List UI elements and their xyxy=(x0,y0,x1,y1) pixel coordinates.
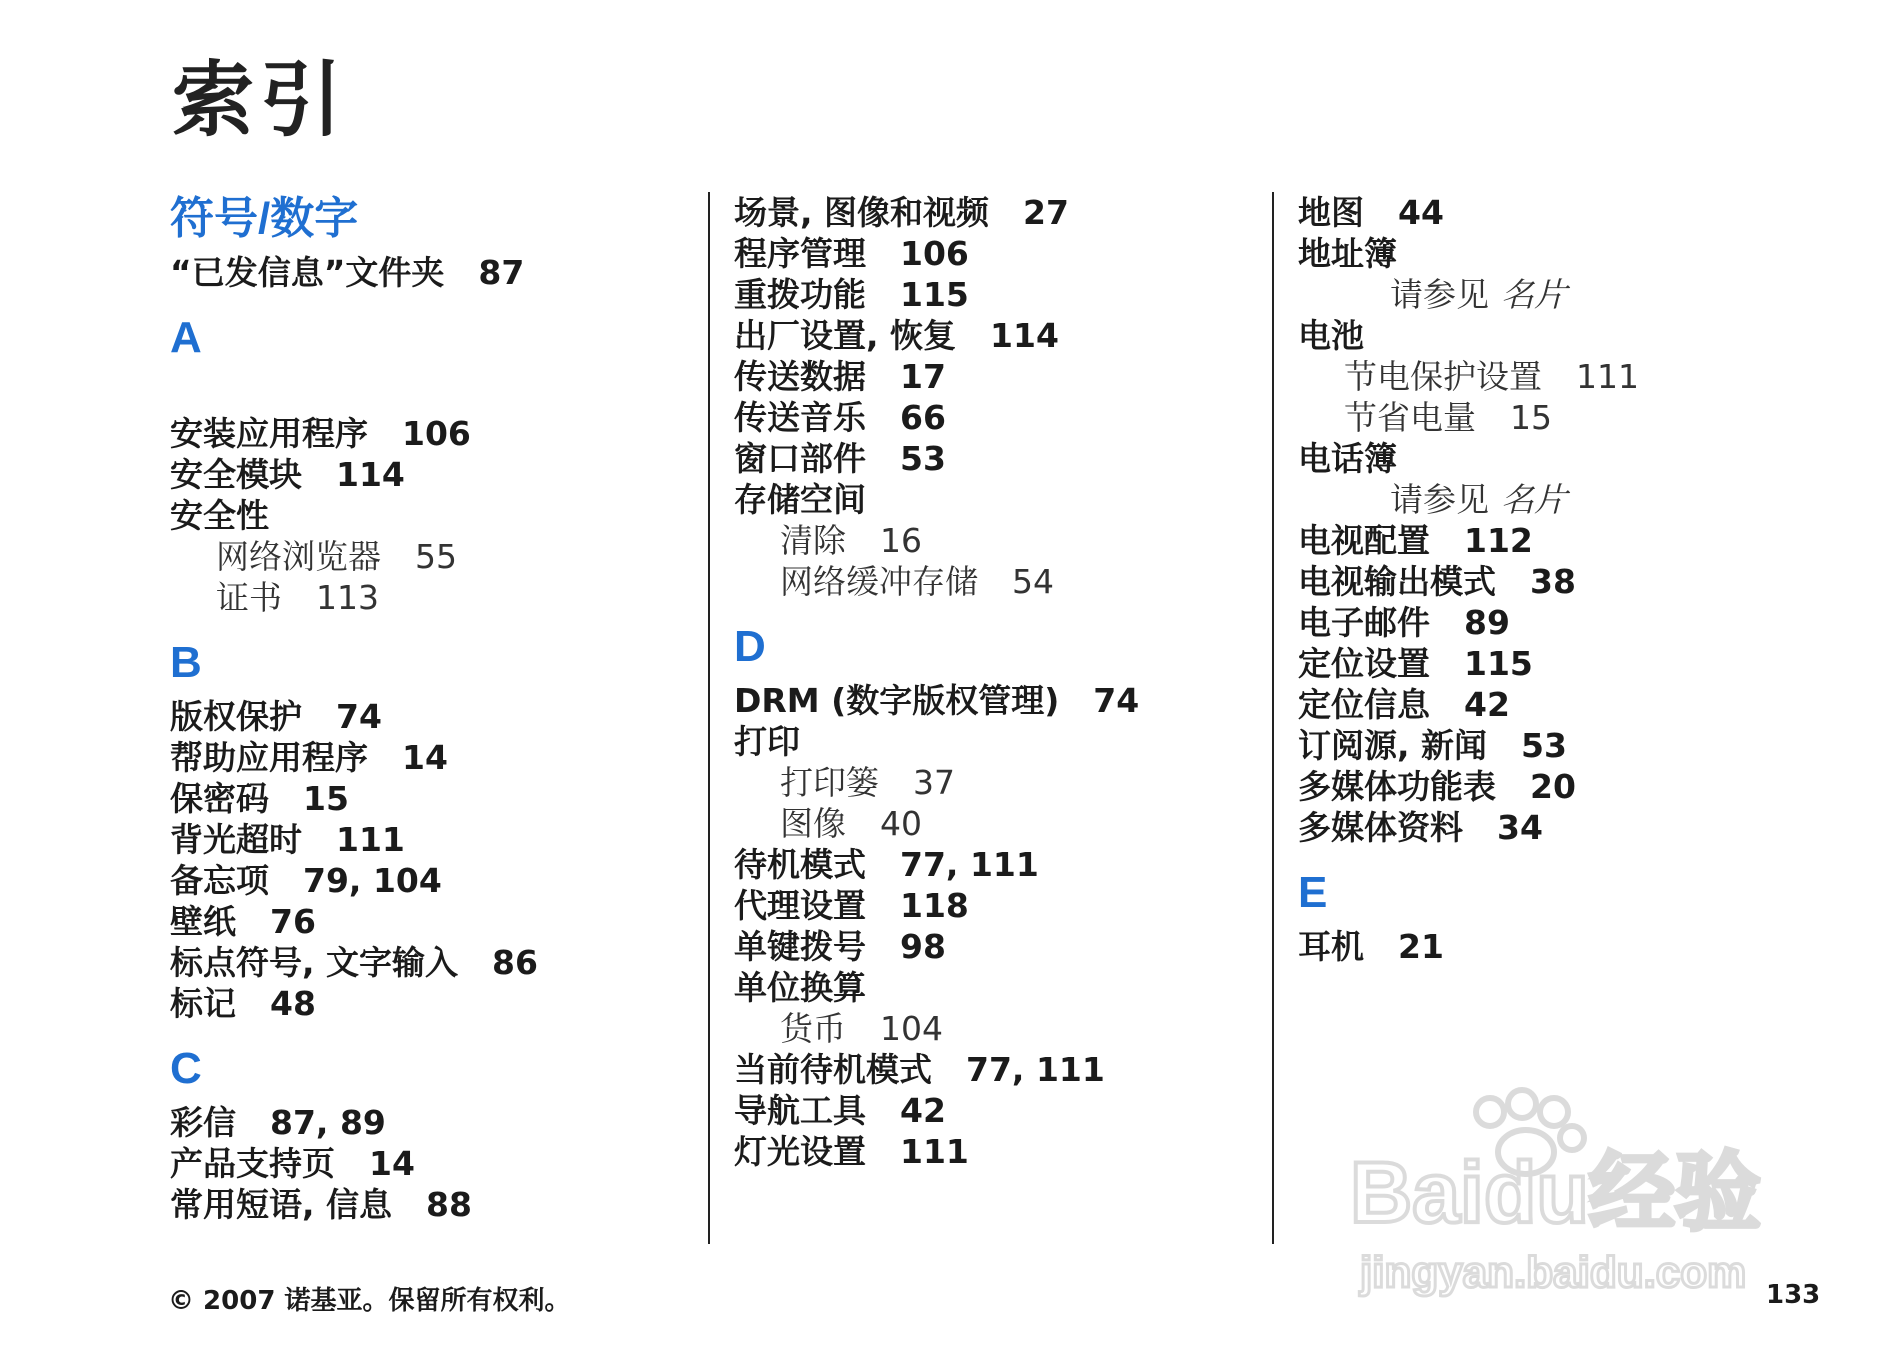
entry-page-number: 77, 111 xyxy=(900,845,1039,884)
index-entry xyxy=(1298,725,1818,766)
entry-page-number: 66 xyxy=(900,398,946,437)
index-entry xyxy=(734,1049,1254,1090)
page-title: 索引 xyxy=(172,53,349,148)
entry-term: 打印 xyxy=(734,722,800,761)
section-heading: D xyxy=(734,622,766,671)
section-heading: A xyxy=(170,313,202,362)
index-subentry xyxy=(734,561,1254,602)
entry-page-number: 14 xyxy=(402,738,448,777)
entry-term: 背光超时 xyxy=(170,820,302,859)
entry-page-number: 115 xyxy=(1464,644,1533,683)
index-subentry xyxy=(170,536,690,577)
index-entry xyxy=(734,315,1254,356)
entry-term: 图像 xyxy=(780,804,846,843)
entry-page-number: 15 xyxy=(1510,398,1552,437)
entry-term: 程序管理 xyxy=(734,234,866,273)
index-entry xyxy=(1298,315,1818,356)
index-entry xyxy=(734,397,1254,438)
entry-term: 节省电量 xyxy=(1344,398,1476,437)
entry-term: 当前待机模式 xyxy=(734,1050,932,1089)
entry-page-number: 74 xyxy=(336,697,382,736)
entry-page-number: 16 xyxy=(880,521,922,560)
see-also-label: 请参见 xyxy=(1390,480,1489,519)
entry-term: 保密码 xyxy=(170,779,269,818)
entry-term: 传送数据 xyxy=(734,357,866,396)
index-entry xyxy=(1298,233,1818,274)
index-entry xyxy=(1298,926,1818,967)
index-subentry xyxy=(1298,397,1818,438)
index-subentry xyxy=(734,803,1254,844)
baidu-watermark-logo xyxy=(1340,1082,1820,1302)
entry-term: 网络缓冲存储 xyxy=(780,562,978,601)
index-entry xyxy=(170,983,690,1024)
entry-page-number: 38 xyxy=(1530,562,1576,601)
entry-page-number: 104 xyxy=(880,1009,943,1048)
section-heading: C xyxy=(170,1044,202,1093)
section-heading: B xyxy=(170,638,202,687)
index-subentry xyxy=(734,520,1254,561)
index-entry xyxy=(734,438,1254,479)
entry-term: 安装应用程序 xyxy=(170,414,368,453)
entry-page-number: 53 xyxy=(1521,726,1567,765)
index-entry xyxy=(734,967,1254,1008)
index-subentry xyxy=(734,1008,1254,1049)
index-entry xyxy=(734,721,1254,762)
entry-term: 地址簿 xyxy=(1298,234,1397,273)
entry-page-number: 111 xyxy=(1576,357,1639,396)
entry-term: 常用短语, 信息 xyxy=(170,1185,393,1224)
index-entry xyxy=(734,233,1254,274)
watermark-brand: Baidu经验 xyxy=(1350,1145,1761,1241)
entry-page-number: 113 xyxy=(316,578,379,617)
entry-term: 定位信息 xyxy=(1298,685,1430,724)
index-entry xyxy=(734,680,1254,721)
index-entry xyxy=(734,479,1254,520)
entry-term: 安全模块 xyxy=(170,455,302,494)
entry-page-number: 118 xyxy=(900,886,969,925)
entry-page-number: 98 xyxy=(900,927,946,966)
index-entry xyxy=(1298,561,1818,602)
index-entry xyxy=(1298,766,1818,807)
entry-term: 电话簿 xyxy=(1298,439,1397,478)
entry-page-number: 17 xyxy=(900,357,946,396)
entry-term: 灯光设置 xyxy=(734,1132,866,1171)
entry-term: 壁纸 xyxy=(170,902,236,941)
entry-term: 安全性 xyxy=(170,496,269,535)
index-entry xyxy=(170,495,690,536)
entry-term: 多媒体资料 xyxy=(1298,808,1463,847)
index-entry xyxy=(170,819,690,860)
index-entry xyxy=(170,1184,690,1225)
entry-page-number: 106 xyxy=(402,414,471,453)
index-entry xyxy=(170,737,690,778)
entry-term: 产品支持页 xyxy=(170,1144,335,1183)
column-divider xyxy=(708,192,710,1244)
entry-term: DRM (数字版权管理) xyxy=(734,681,1060,720)
index-entry xyxy=(734,192,1254,233)
index-entry xyxy=(1298,684,1818,725)
entry-page-number: 114 xyxy=(336,455,405,494)
entry-page-number: 34 xyxy=(1497,808,1543,847)
entry-page-number: 88 xyxy=(426,1185,472,1224)
entry-page-number: 15 xyxy=(303,779,349,818)
entry-term: 电池 xyxy=(1298,316,1364,355)
index-subentry xyxy=(734,762,1254,803)
entry-page-number: 114 xyxy=(990,316,1059,355)
see-also-reference xyxy=(1298,479,1818,520)
index-entry xyxy=(734,926,1254,967)
entry-term: 电视输出模式 xyxy=(1298,562,1496,601)
index-entry xyxy=(170,696,690,737)
entry-term: 传送音乐 xyxy=(734,398,866,437)
entry-page-number: 106 xyxy=(900,234,969,273)
entry-term: 出厂设置, 恢复 xyxy=(734,316,957,355)
entry-page-number: 115 xyxy=(900,275,969,314)
index-entry xyxy=(734,1131,1254,1172)
index-entry xyxy=(734,1090,1254,1131)
entry-page-number: 48 xyxy=(270,984,316,1023)
index-entry xyxy=(170,1143,690,1184)
entry-page-number: 87 xyxy=(478,253,525,292)
entry-term: 订阅源, 新闻 xyxy=(1298,726,1488,765)
page-number: 133 xyxy=(1766,1280,1821,1310)
index-entry xyxy=(170,252,690,293)
entry-term: 彩信 xyxy=(170,1103,236,1142)
index-column-1 xyxy=(170,192,690,1225)
entry-term: 货币 xyxy=(780,1009,846,1048)
section-heading: E xyxy=(1298,868,1328,917)
index-entry xyxy=(1298,438,1818,479)
entry-page-number: 89 xyxy=(1464,603,1510,642)
entry-term: 定位设置 xyxy=(1298,644,1430,683)
entry-page-number: 20 xyxy=(1530,767,1576,806)
index-entry xyxy=(1298,602,1818,643)
index-entry xyxy=(734,356,1254,397)
entry-page-number: 86 xyxy=(492,943,538,982)
index-column-2 xyxy=(734,192,1254,1172)
entry-page-number: 87, 89 xyxy=(270,1103,386,1142)
entry-page-number: 44 xyxy=(1398,193,1444,232)
entry-page-number: 14 xyxy=(369,1144,415,1183)
entry-page-number: 42 xyxy=(900,1091,946,1130)
entry-term: 场景, 图像和视频 xyxy=(734,193,990,232)
index-entry xyxy=(170,778,690,819)
index-entry xyxy=(1298,807,1818,848)
index-entry xyxy=(170,860,690,901)
entry-term: 证书 xyxy=(216,578,282,617)
see-also-target: 名片 xyxy=(1501,480,1567,519)
index-entry xyxy=(170,454,690,495)
entry-term: “已发信息”文件夹 xyxy=(170,253,445,292)
see-also-target: 名片 xyxy=(1501,275,1567,314)
index-entry xyxy=(170,942,690,983)
index-entry xyxy=(734,274,1254,315)
index-entry xyxy=(170,413,690,454)
entry-term: 地图 xyxy=(1298,193,1364,232)
index-column-3 xyxy=(1298,192,1818,967)
entry-page-number: 54 xyxy=(1012,562,1054,601)
column-divider xyxy=(1272,192,1274,1244)
index-entry xyxy=(734,844,1254,885)
index-subentry xyxy=(1298,356,1818,397)
entry-term: 待机模式 xyxy=(734,845,866,884)
entry-term: 存储空间 xyxy=(734,480,866,519)
entry-page-number: 53 xyxy=(900,439,946,478)
entry-term: 窗口部件 xyxy=(734,439,866,478)
entry-page-number: 27 xyxy=(1023,193,1069,232)
watermark-url: jingyan.baidu.com xyxy=(1360,1248,1747,1297)
entry-term: 标记 xyxy=(170,984,236,1023)
entry-term: 清除 xyxy=(780,521,846,560)
entry-page-number: 42 xyxy=(1464,685,1510,724)
index-subentry xyxy=(170,577,690,618)
index-entry xyxy=(734,885,1254,926)
entry-page-number: 74 xyxy=(1093,681,1140,720)
entry-term: 打印篓 xyxy=(780,763,879,802)
entry-term: 重拨功能 xyxy=(734,275,866,314)
entry-page-number: 40 xyxy=(880,804,922,843)
index-entry xyxy=(1298,520,1818,561)
index-entry xyxy=(1298,643,1818,684)
entry-page-number: 111 xyxy=(336,820,405,859)
entry-term: 帮助应用程序 xyxy=(170,738,368,777)
entry-page-number: 112 xyxy=(1464,521,1533,560)
entry-term: 代理设置 xyxy=(734,886,866,925)
entry-term: 标点符号, 文字输入 xyxy=(170,943,459,982)
entry-page-number: 37 xyxy=(913,763,955,802)
entry-page-number: 77, 111 xyxy=(966,1050,1105,1089)
see-also-reference xyxy=(1298,274,1818,315)
entry-term: 网络浏览器 xyxy=(216,537,381,576)
copyright-footer: © 2007 诺基亚。保留所有权利。 xyxy=(168,1286,571,1316)
entry-term: 版权保护 xyxy=(170,697,302,736)
index-entry xyxy=(170,1102,690,1143)
entry-page-number: 79, 104 xyxy=(303,861,442,900)
index-entry xyxy=(1298,192,1818,233)
index-entry xyxy=(170,901,690,942)
entry-term: 导航工具 xyxy=(734,1091,866,1130)
entry-term: 单位换算 xyxy=(734,968,866,1007)
entry-page-number: 21 xyxy=(1398,927,1444,966)
entry-term: 备忘项 xyxy=(170,861,269,900)
see-also-label: 请参见 xyxy=(1390,275,1489,314)
entry-term: 多媒体功能表 xyxy=(1298,767,1496,806)
entry-page-number: 111 xyxy=(900,1132,969,1171)
entry-term: 耳机 xyxy=(1298,927,1364,966)
entry-term: 节电保护设置 xyxy=(1344,357,1542,396)
entry-page-number: 55 xyxy=(415,537,457,576)
section-heading: 符号/数字 xyxy=(170,194,359,243)
entry-term: 电子邮件 xyxy=(1298,603,1430,642)
entry-page-number: 76 xyxy=(270,902,316,941)
entry-term: 电视配置 xyxy=(1298,521,1430,560)
entry-term: 单键拨号 xyxy=(734,927,866,966)
